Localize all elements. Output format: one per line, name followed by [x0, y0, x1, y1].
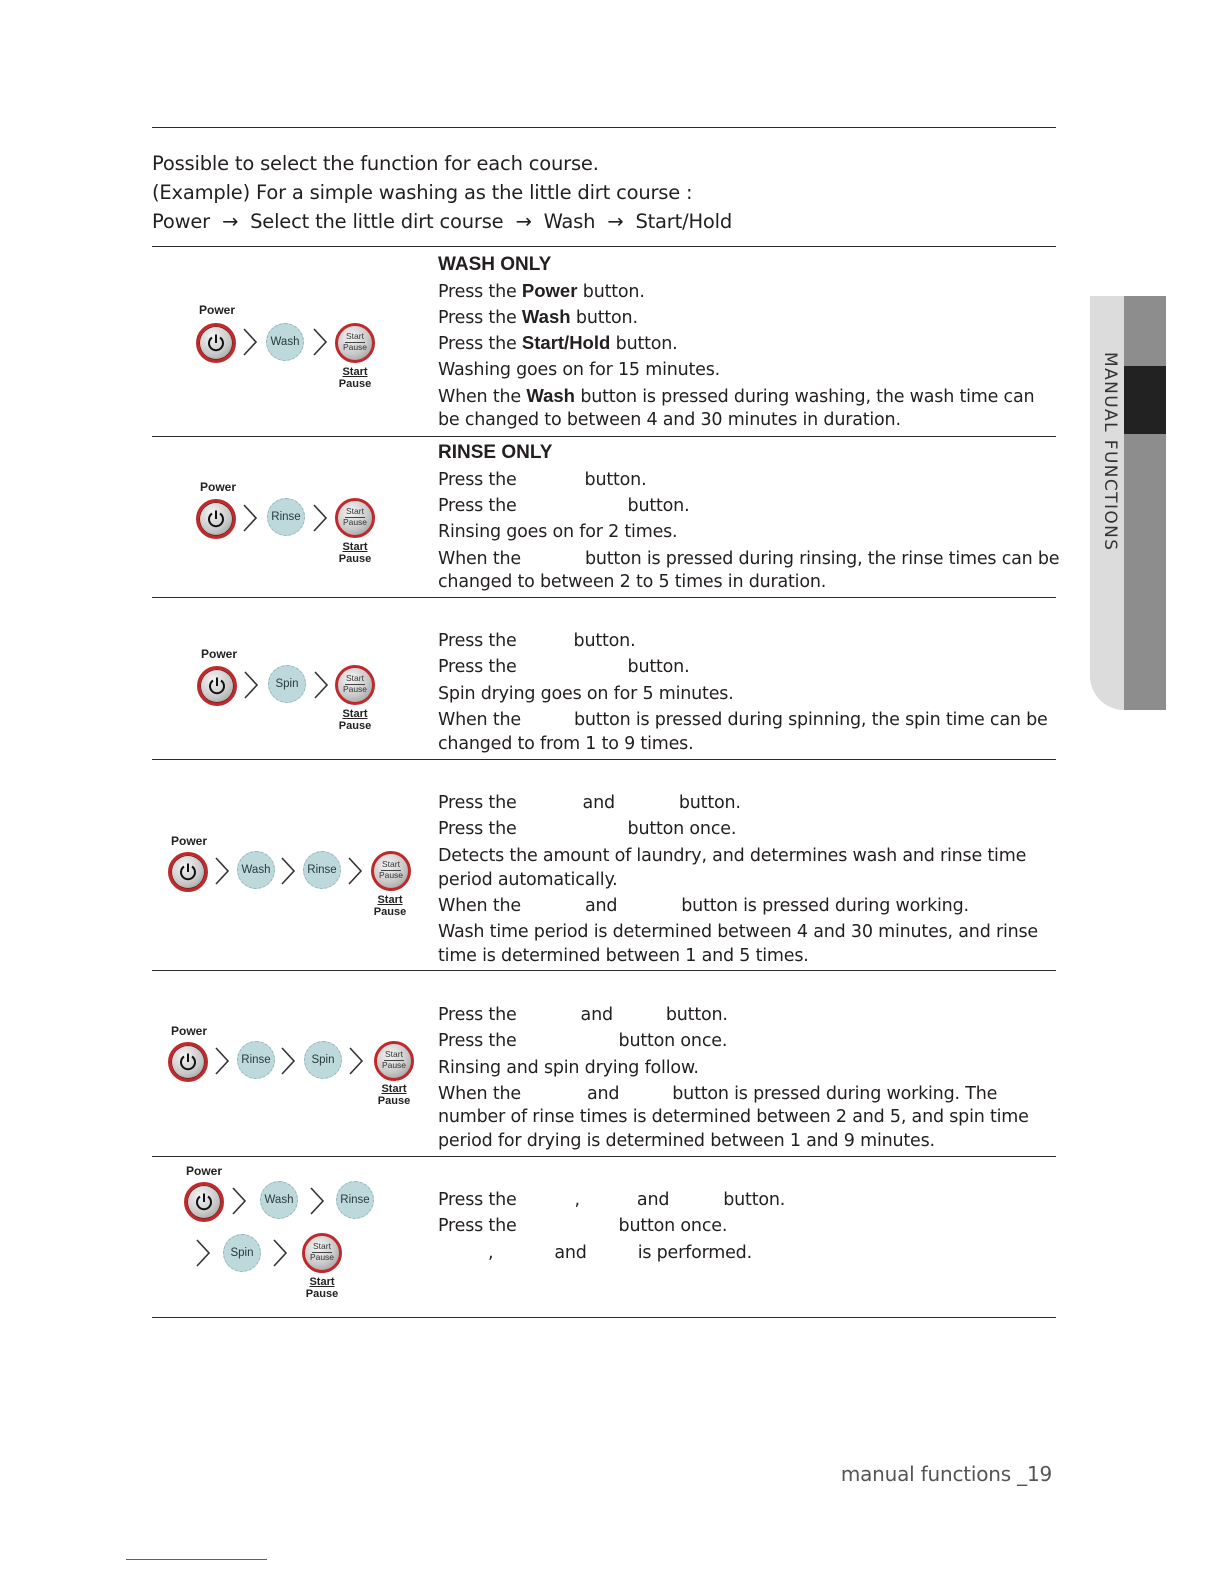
- intro-step-course: Select the little dirt course: [250, 210, 504, 233]
- pause-label: Pause: [305, 1288, 339, 1300]
- chevron-right-icon: [312, 503, 328, 533]
- wash-button[interactable]: Wash: [266, 323, 304, 361]
- top-rule: [152, 127, 1056, 128]
- wash-button[interactable]: Wash: [260, 1181, 298, 1219]
- chevron-right-icon: [272, 1238, 288, 1268]
- wash-button[interactable]: Wash: [237, 851, 275, 889]
- start-text: Start: [313, 1241, 331, 1251]
- power-label: Power: [186, 1164, 223, 1178]
- page-footer: manual functions _19: [840, 1462, 1052, 1486]
- spin-button[interactable]: Spin: [268, 665, 306, 703]
- step-line: period automatically.: [438, 870, 618, 890]
- step-line: Press the Power button.: [438, 280, 645, 302]
- pause-label: Pause: [338, 720, 372, 732]
- start-pause-label: [370, 894, 410, 918]
- chevron-right-icon: [347, 856, 363, 886]
- start-label: Start: [377, 894, 403, 906]
- pause-label: Pause: [338, 378, 372, 390]
- step-line: number of rinse times is determined between 2 and 5, and spin time: [438, 1107, 1029, 1127]
- power-icon: [194, 1192, 214, 1212]
- intro-line-3: [152, 210, 732, 233]
- chevron-right-icon: [280, 1046, 296, 1076]
- chevron-right-icon: [348, 1046, 364, 1076]
- chevron-right-icon: [309, 1186, 325, 1216]
- section-rule: [152, 759, 1056, 760]
- step-line: When the button is pressed during rinsing, the rinse times can be: [438, 549, 1060, 569]
- start-label: Start: [342, 366, 368, 378]
- chevron-right-icon: [242, 503, 258, 533]
- pause-text: Pause: [342, 517, 368, 527]
- step-line: changed to from 1 to 9 times.: [438, 734, 694, 754]
- step-line: Rinsing and spin drying follow.: [438, 1058, 699, 1078]
- power-icon: [178, 862, 198, 882]
- start-text: Start: [382, 859, 400, 869]
- power-icon: [207, 676, 227, 696]
- power-label: Power: [199, 303, 236, 317]
- step-line: Press the button once.: [438, 1216, 728, 1236]
- power-button[interactable]: [196, 499, 236, 539]
- chapter-marker: [1124, 366, 1166, 434]
- power-icon: [206, 333, 226, 353]
- step-line: Press the and button.: [438, 793, 741, 813]
- power-label: Power: [171, 1024, 208, 1038]
- start-pause-label: [335, 366, 375, 390]
- start-pause-button[interactable]: [302, 1233, 342, 1273]
- step-line: Press the button once.: [438, 819, 737, 839]
- power-label: Power: [201, 647, 238, 661]
- step-line: period for drying is determined between 1 and 9 minutes.: [438, 1131, 935, 1151]
- start-pause-label: [374, 1083, 414, 1107]
- step-line: Press the , and button.: [438, 1190, 786, 1210]
- power-label: Power: [171, 834, 208, 848]
- intro-line-1: Possible to select the function for each course.: [152, 152, 599, 175]
- rinse-button[interactable]: Rinse: [336, 1181, 374, 1219]
- pause-label: Pause: [377, 1095, 411, 1107]
- rinse-button[interactable]: Rinse: [237, 1041, 275, 1079]
- section-rule: [152, 597, 1056, 598]
- pause-text: Pause: [342, 684, 368, 694]
- step-line: Press the button.: [438, 470, 647, 490]
- section-rule: [152, 246, 1056, 247]
- bottom-rule: [152, 1317, 1056, 1318]
- start-pause-button[interactable]: [335, 323, 375, 363]
- step-line: Detects the amount of laundry, and determines wash and rinse time: [438, 846, 1027, 866]
- power-button[interactable]: [168, 852, 208, 892]
- pause-text: Pause: [342, 342, 368, 352]
- start-text: Start: [346, 506, 364, 516]
- chevron-right-icon: [214, 856, 230, 886]
- chevron-right-icon: [231, 1186, 247, 1216]
- arrow-right-icon: →: [221, 210, 239, 233]
- intro-line-2: (Example) For a simple washing as the little dirt course :: [152, 181, 693, 204]
- rinse-button[interactable]: Rinse: [303, 851, 341, 889]
- step-line: Rinsing goes on for 2 times.: [438, 522, 678, 542]
- chevron-right-icon: [243, 670, 259, 700]
- pause-label: Pause: [338, 553, 372, 565]
- step-line: Press the Start/Hold button.: [438, 332, 678, 354]
- start-text: Start: [346, 673, 364, 683]
- step-line: Washing goes on for 15 minutes.: [438, 360, 721, 380]
- step-line: When the and button is pressed during working.: [438, 896, 969, 916]
- start-pause-button[interactable]: [335, 665, 375, 705]
- chevron-right-icon: [242, 327, 258, 357]
- step-line: When the Wash button is pressed during washing, the wash time can: [438, 385, 1035, 407]
- power-button[interactable]: [184, 1182, 224, 1222]
- step-line: Wash time period is determined between 4 and 30 minutes, and rinse: [438, 922, 1038, 942]
- step-line: Press the button.: [438, 496, 690, 516]
- section-title: WASH ONLY: [438, 254, 552, 275]
- start-label: Start: [342, 541, 368, 553]
- side-tab-dark: [1124, 296, 1166, 710]
- section-rule: [152, 436, 1056, 437]
- power-label: Power: [200, 480, 237, 494]
- step-line: Press the and button.: [438, 1005, 728, 1025]
- section-title: RINSE ONLY: [438, 442, 553, 463]
- start-pause-label: [302, 1276, 342, 1300]
- spin-button[interactable]: Spin: [304, 1041, 342, 1079]
- step-line: be changed to between 4 and 30 minutes in duration.: [438, 410, 901, 430]
- intro-step-start: Start/Hold: [635, 210, 733, 233]
- start-pause-button[interactable]: [371, 851, 411, 891]
- power-icon: [206, 509, 226, 529]
- start-pause-button[interactable]: [335, 498, 375, 538]
- start-pause-label: [335, 541, 375, 565]
- intro-step-power: Power: [152, 210, 210, 233]
- start-pause-label: [335, 708, 375, 732]
- pause-label: Pause: [373, 906, 407, 918]
- power-button[interactable]: [196, 323, 236, 363]
- chevron-right-icon: [280, 856, 296, 886]
- arrow-right-icon: →: [515, 210, 532, 233]
- start-text: Start: [346, 331, 364, 341]
- rinse-button[interactable]: Rinse: [267, 498, 305, 536]
- step-line: Press the button.: [438, 657, 690, 677]
- start-label: Start: [381, 1083, 407, 1095]
- start-text: Start: [385, 1049, 403, 1059]
- step-line: When the and button is pressed during working. The: [438, 1084, 998, 1104]
- power-icon: [178, 1052, 198, 1072]
- section-rule: [152, 1156, 1056, 1157]
- pause-text: Pause: [381, 1060, 407, 1070]
- step-line: Press the button.: [438, 631, 636, 651]
- section-rule: [152, 970, 1056, 971]
- power-button[interactable]: [168, 1042, 208, 1082]
- intro-step-wash: Wash: [543, 210, 596, 233]
- step-line: Spin drying goes on for 5 minutes.: [438, 684, 734, 704]
- start-label: Start: [309, 1276, 335, 1288]
- step-line: , and is performed.: [488, 1243, 752, 1263]
- chevron-right-icon: [313, 670, 329, 700]
- pause-text: Pause: [309, 1252, 335, 1262]
- arrow-right-icon: →: [607, 210, 624, 233]
- step-line: changed to between 2 to 5 times in duration.: [438, 572, 827, 592]
- footer-underline: [126, 1559, 267, 1560]
- step-line: Press the button once.: [438, 1031, 728, 1051]
- step-line: time is determined between 1 and 5 times.: [438, 946, 809, 966]
- chevron-right-icon: [195, 1238, 211, 1268]
- chevron-right-icon: [312, 327, 328, 357]
- chapter-label: MANUAL FUNCTIONS: [1100, 352, 1120, 552]
- start-label: Start: [342, 708, 368, 720]
- spin-button[interactable]: Spin: [223, 1234, 261, 1272]
- power-button[interactable]: [197, 666, 237, 706]
- chevron-right-icon: [214, 1046, 230, 1076]
- pause-text: Pause: [378, 870, 404, 880]
- start-pause-button[interactable]: [374, 1041, 414, 1081]
- chapter-side-tab: [1090, 296, 1166, 710]
- step-line: Press the Wash button.: [438, 306, 638, 328]
- step-line: When the button is pressed during spinning, the spin time can be: [438, 710, 1048, 730]
